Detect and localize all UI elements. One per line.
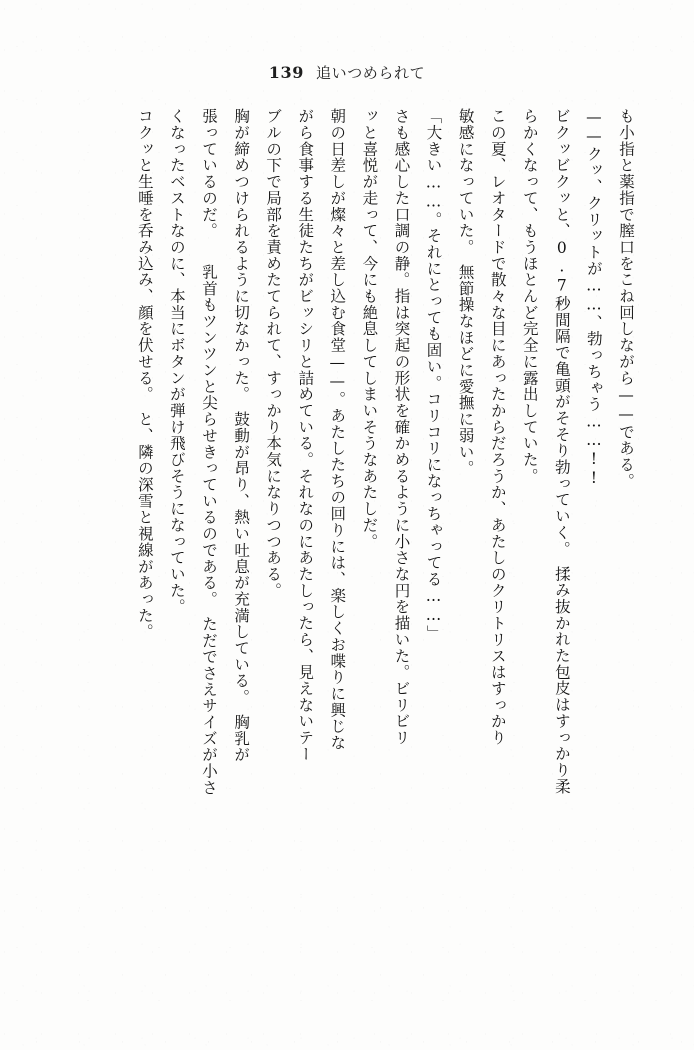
paragraph: 張っているのだ。 乳首もツンツンと尖らせきっているのである。 ただでさえサイズが小さ xyxy=(199,108,218,796)
paragraph: さも感心した口調の静。指は突起の形状を確かめるように小さな円を描いた。ビリビリ xyxy=(392,108,411,746)
paragraph: この夏、レオタードで散々な目にあったからだろうか、あたしのクリトリスはすっかり xyxy=(488,108,507,746)
paragraph: 敏感になっていた。 無節操なほどに愛撫に弱い。 xyxy=(456,108,475,477)
body-text-area xyxy=(52,108,642,1008)
running-title: 追いつめられて xyxy=(316,64,426,82)
paragraph: ビクッビクッと、0.7秒間隔で亀頭がそそり勃っていく。 揉み抜かれた包皮はすっかり柔 xyxy=(552,108,571,795)
paragraph: コクッと生唾を呑み込み、顔を伏せる。 と、隣の深雪と視線があった。 xyxy=(135,108,154,640)
paragraph: ——クッ、クリットが……、勃っちゃう……!! xyxy=(584,108,603,488)
page-header xyxy=(0,62,694,83)
paragraph: 「大きい……。それにとっても固い。コリコリになっちゃってる……」 xyxy=(424,108,443,642)
vertical-text-column xyxy=(52,108,642,1008)
page-number: 139 xyxy=(268,63,304,82)
paragraph: も小指と薬指で膣口をこね回しながら——である。 xyxy=(617,108,635,490)
paragraph: らかくなって、もうほとんど完全に露出していた。 xyxy=(520,108,539,485)
paragraph: がら食事する生徒たちがビッシリと詰めている。それなのにあたしったら、見えないテー xyxy=(296,108,315,763)
paragraph: 朝の日差しが燦々と差し込む食堂——。あたしたちの回りには、楽しくお喋りに興じな xyxy=(328,108,347,751)
paragraph: ブルの下で局部を責めたてられて、すっかり本気になりつつある。 xyxy=(264,108,283,599)
paragraph: 胸が締めつけられるように切なかった。 鼓動が昂り、熱い吐息が充満している。 胸乳が xyxy=(232,108,251,763)
paragraph: ッと喜悦が走って、今にも絶息してしまいそうなあたしだ。 xyxy=(360,108,379,550)
paragraph: くなったベストなのに、本当にボタンが弾け飛びそうになっていた。 xyxy=(167,108,186,615)
